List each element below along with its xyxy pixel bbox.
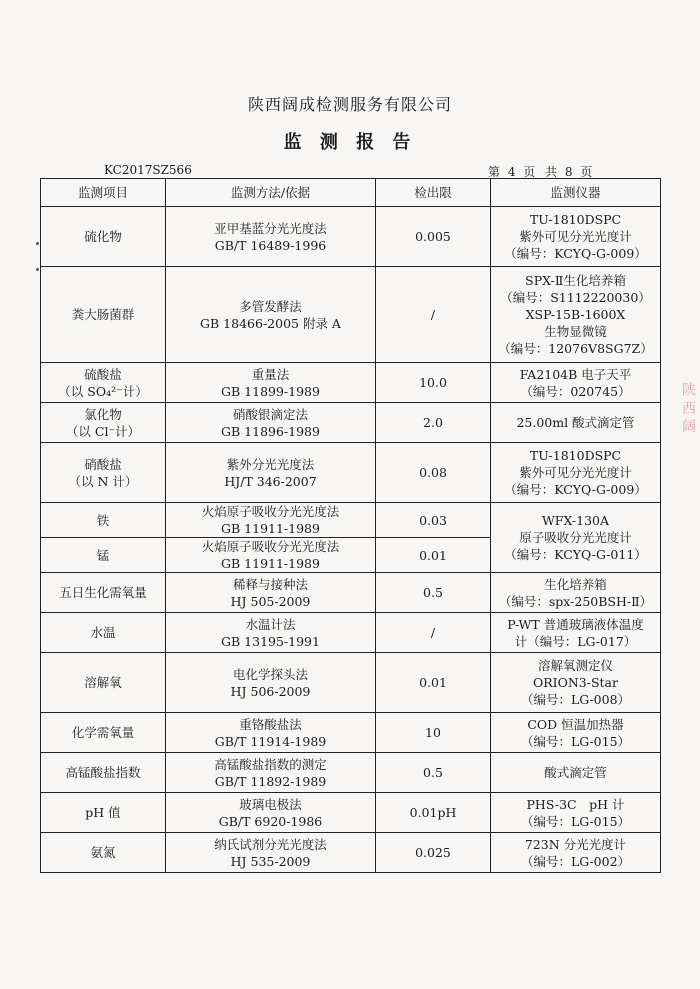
cell-instrument: [491, 503, 661, 573]
cell-limit: /: [376, 613, 491, 653]
cell-method-line: 硝酸银滴定法: [232, 406, 308, 422]
cell-method: [166, 713, 376, 753]
cell-item: [41, 793, 166, 833]
cell-method: [166, 573, 376, 613]
table-row: [41, 267, 661, 363]
cell-limit: 0.025: [376, 833, 491, 873]
cell-instrument-line: （编号：spx-250BSH-Ⅱ）: [498, 593, 653, 609]
cell-item: [41, 538, 166, 573]
cell-instrument: [491, 207, 661, 267]
table-row: [41, 833, 661, 873]
table-body: [41, 207, 661, 873]
cell-instrument-line: 计（编号：LG-017）: [514, 633, 637, 649]
cell-item-line: （以 Cl⁻计）: [65, 423, 141, 439]
cell-method-line: 火焰原子吸收分光光度法: [201, 504, 340, 519]
cell-instrument-line: PHS-3C pH 计: [526, 796, 625, 812]
cell-instrument-line: COD 恒温加热器: [527, 716, 624, 732]
cell-method-line: 亚甲基蓝分光光度法: [214, 220, 327, 236]
cell-item: [41, 403, 166, 443]
cell-item-line: 氯化物: [84, 406, 122, 422]
cell-instrument: [491, 753, 661, 793]
page-current: 第 4 页: [488, 165, 536, 179]
cell-item-line: 硫酸盐: [84, 366, 122, 382]
cell-method-line: GB/T 11914-1989: [214, 733, 327, 749]
red-stamp-seal: 陕 西 阔: [680, 382, 696, 433]
cell-limit: 0.005: [376, 207, 491, 267]
col-header-instrument: 监测仪器: [491, 179, 661, 207]
cell-item-line: 溶解氧: [84, 675, 122, 690]
cell-method-line: 纳氏试剂分光光度法: [214, 836, 327, 852]
cell-method-line: 紫外分光光度法: [226, 456, 315, 472]
cell-method: [166, 793, 376, 833]
cell-limit: 0.08: [376, 443, 491, 503]
col-header-method: 监测方法/依据: [166, 179, 376, 207]
cell-instrument-line: FA2104B 电子天平: [519, 366, 632, 382]
cell-instrument: [491, 653, 661, 713]
report-number: KC2017SZ566: [104, 163, 192, 177]
cell-instrument-line: （编号：S1112220030）: [500, 290, 651, 305]
cell-method: [166, 503, 376, 538]
cell-item: [41, 573, 166, 613]
cell-method: [166, 363, 376, 403]
cell-instrument-line: 生物显微镜: [544, 324, 607, 339]
cell-item-line: 硫化物: [84, 229, 122, 244]
cell-item: [41, 267, 166, 363]
cell-instrument-line: （编号：LG-015）: [520, 813, 631, 829]
table-row: [41, 443, 661, 503]
cell-instrument: [491, 403, 661, 443]
cell-limit: 2.0: [376, 403, 491, 443]
cell-instrument: [491, 443, 661, 503]
cell-item-line: 五日生化需氧量: [59, 585, 147, 600]
cell-limit: 0.01: [376, 653, 491, 713]
table-row: [41, 713, 661, 753]
cell-item-line: 高锰酸盐指数: [65, 765, 141, 780]
cell-instrument-line: 酸式滴定管: [544, 765, 607, 780]
cell-method-line: GB 11899-1989: [221, 383, 320, 399]
table-row: [41, 363, 661, 403]
cell-method-line: 火焰原子吸收分光光度法: [201, 539, 340, 554]
cell-method-line: 多管发酵法: [239, 298, 302, 314]
table-row: [41, 573, 661, 613]
cell-instrument-line: WFX-130A: [541, 513, 610, 528]
cell-method-line: GB 11896-1989: [221, 423, 320, 439]
cell-method-line: GB/T 11892-1989: [214, 773, 327, 789]
scan-speck: [36, 242, 39, 245]
cell-instrument: [491, 793, 661, 833]
cell-item-line: （以 N 计）: [68, 473, 138, 489]
cell-method-line: HJ/T 346-2007: [224, 473, 317, 489]
monitoring-table: [40, 178, 661, 873]
cell-instrument: [491, 713, 661, 753]
table-row: [41, 503, 661, 538]
cell-item-line: 化学需氧量: [71, 725, 135, 740]
cell-instrument-line: 原子吸收分光光度计: [519, 530, 632, 545]
cell-method: [166, 267, 376, 363]
cell-instrument-line: 紫外可见分光光度计: [519, 229, 632, 244]
cell-item-line: 粪大肠菌群: [71, 307, 135, 322]
cell-method: [166, 207, 376, 267]
cell-instrument-line: （编号：KCYQ-G-011）: [504, 547, 647, 562]
cell-method: [166, 613, 376, 653]
col-header-item: 监测项目: [41, 179, 166, 207]
cell-method: [166, 538, 376, 573]
report-title: 监 测 报 告: [283, 132, 417, 153]
cell-instrument-line: P-WT 普通玻璃液体温度: [507, 616, 644, 632]
cell-item-line: 硝酸盐: [84, 456, 122, 472]
cell-instrument-line: 生化培养箱: [544, 576, 607, 592]
cell-method: [166, 833, 376, 873]
cell-item: [41, 363, 166, 403]
cell-instrument-line: 溶解氧测定仪: [537, 658, 613, 673]
cell-item-line: 锰: [96, 547, 110, 563]
cell-item: [41, 613, 166, 653]
cell-method-line: GB/T 16489-1996: [214, 237, 327, 253]
cell-instrument: [491, 833, 661, 873]
cell-method-line: HJ 535-2009: [230, 853, 311, 869]
cell-limit: 10: [376, 713, 491, 753]
cell-instrument-line: TU-1810DSPC: [529, 212, 622, 227]
cell-instrument-line: （编号：LG-008）: [520, 692, 631, 707]
cell-item: [41, 207, 166, 267]
cell-limit: 0.5: [376, 753, 491, 793]
cell-instrument-line: ORION3-Star: [533, 675, 618, 690]
cell-instrument-line: 723N 分光光度计: [524, 836, 627, 852]
cell-limit: 0.5: [376, 573, 491, 613]
cell-method-line: GB 13195-1991: [221, 633, 320, 649]
cell-method-line: GB 11911-1989: [221, 521, 320, 536]
cell-method-line: 玻璃电极法: [239, 796, 302, 812]
cell-method-line: GB 11911-1989: [221, 556, 320, 571]
cell-method: [166, 753, 376, 793]
cell-instrument-line: 25.00ml 酸式滴定管: [516, 415, 635, 430]
cell-instrument-line: （编号：KCYQ-G-009）: [504, 246, 647, 261]
cell-item: [41, 713, 166, 753]
cell-instrument: [491, 573, 661, 613]
cell-instrument-line: （编号：KCYQ-G-009）: [504, 482, 647, 497]
cell-instrument: [491, 267, 661, 363]
cell-item-line: pH 值: [85, 805, 121, 820]
cell-instrument-line: （编号：LG-015）: [520, 733, 631, 749]
table-row: [41, 207, 661, 267]
cell-instrument-line: （编号：12076V8SG7Z）: [498, 341, 653, 356]
cell-instrument-line: TU-1810DSPC: [529, 448, 622, 463]
cell-method-line: 高锰酸盐指数的测定: [214, 756, 327, 772]
cell-item: [41, 753, 166, 793]
cell-method-line: 电化学探头法: [232, 666, 308, 682]
cell-method-line: HJ 506-2009: [230, 683, 311, 699]
cell-instrument: [491, 613, 661, 653]
cell-item-line: 水温: [90, 625, 116, 640]
company-name: 陕西阔成检测服务有限公司: [247, 95, 452, 114]
cell-method-line: GB 18466-2005 附录 A: [200, 315, 341, 331]
cell-limit: 0.01: [376, 538, 491, 573]
cell-method-line: 重铬酸盐法: [239, 716, 302, 732]
cell-item-line: 铁: [96, 512, 110, 528]
cell-method: [166, 653, 376, 713]
scan-speck: [36, 268, 39, 271]
cell-limit: /: [376, 267, 491, 363]
cell-instrument-line: 紫外可见分光光度计: [519, 465, 632, 480]
cell-method-line: 水温计法: [245, 616, 296, 632]
cell-instrument: [491, 363, 661, 403]
cell-item: [41, 443, 166, 503]
cell-instrument-line: SPX-Ⅱ生化培养箱: [525, 273, 626, 288]
cell-instrument-line: XSP-15B-1600X: [525, 307, 626, 322]
cell-item: [41, 653, 166, 713]
cell-method: [166, 403, 376, 443]
cell-method-line: HJ 505-2009: [230, 593, 311, 609]
table-row: [41, 653, 661, 713]
table-row: [41, 613, 661, 653]
cell-method-line: 稀释与接种法: [232, 576, 308, 592]
cell-method: [166, 443, 376, 503]
cell-method-line: 重量法: [251, 366, 290, 382]
cell-limit: 0.01pH: [376, 793, 491, 833]
page-total: 共 8 页: [545, 165, 593, 179]
cell-instrument-line: （编号：020745）: [520, 383, 631, 399]
table-row: [41, 753, 661, 793]
cell-method-line: GB/T 6920-1986: [218, 813, 323, 829]
col-header-limit: 检出限: [376, 179, 491, 207]
cell-item: [41, 503, 166, 538]
cell-item-line: （以 SO₄²⁻计）: [58, 383, 148, 399]
table-row: [41, 403, 661, 443]
cell-instrument-line: （编号：LG-002）: [520, 853, 631, 869]
cell-item-line: 氨氮: [90, 845, 116, 860]
cell-limit: 10.0: [376, 363, 491, 403]
table-header-row: [41, 179, 661, 207]
cell-limit: 0.03: [376, 503, 491, 538]
cell-item: [41, 833, 166, 873]
table-row: [41, 793, 661, 833]
